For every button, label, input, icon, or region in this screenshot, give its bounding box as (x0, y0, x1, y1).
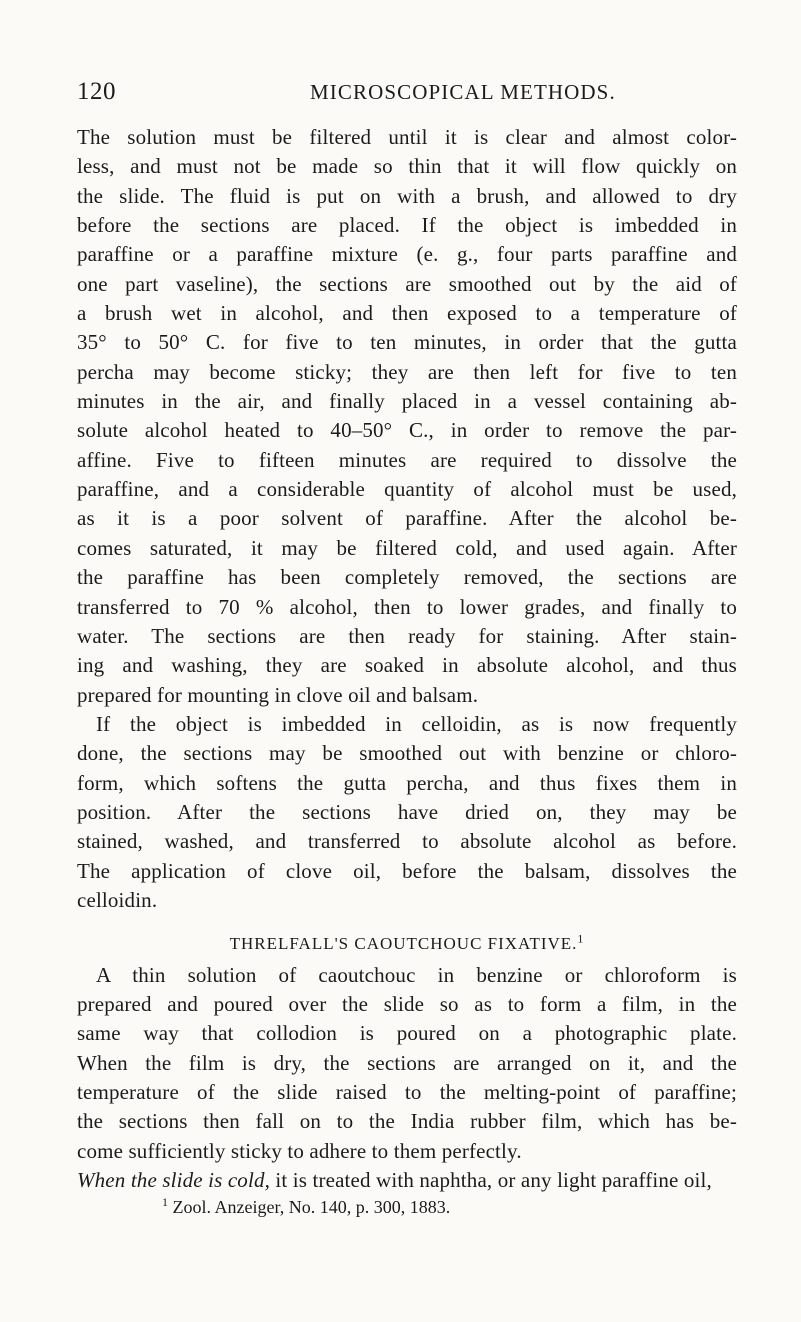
text-line: prepared and poured over the slide so as to form a film, in the (77, 991, 737, 1016)
running-title: MICROSCOPICAL METHODS. (310, 80, 616, 104)
text-line: stained, washed, and transferred to absolute alcohol as before. (77, 829, 737, 854)
text-line: A thin solution of caoutchouc in benzine or chloroform is (96, 962, 737, 987)
text-line: The application of clove oil, before the balsam, dissolves the (77, 858, 737, 883)
footnote-mark: 1 (162, 1195, 168, 1210)
text-line: one part vaseline), the sections are smoothed out by the aid of (77, 271, 737, 296)
text-line: same way that collodion is poured on a photographic plate. (77, 1021, 737, 1046)
footnote-reference: 1 (577, 931, 585, 946)
section-heading-text: THRELFALL'S CAOUTCHOUC FIXATIVE. (229, 934, 578, 954)
text-line (77, 1137, 737, 1166)
text-line: less, and must not be made so thin that it will flow quickly on (77, 154, 737, 179)
footnote (162, 1196, 737, 1219)
text-line: When the film is dry, the sections are arranged on it, and the (77, 1050, 737, 1075)
text-line: ing and washing, they are soaked in absolute alcohol, and thus (77, 653, 737, 678)
text-line: paraffine, and a considerable quantity of alcohol must be used, (77, 477, 737, 502)
text-line-part: come sufficiently sticky to adhere to them perfectly. (77, 1138, 522, 1163)
paragraph-3 (77, 961, 737, 1196)
text-line: the paraffine has been completely removed, the sections are (77, 565, 737, 590)
text-line: before the sections are placed. If the object is imbedded in (77, 213, 737, 238)
text-line: paraffine or a paraffine mixture (e. g., four parts paraffine and (77, 242, 737, 267)
text-line: percha may become sticky; they are then left for five to ten (77, 359, 737, 384)
text-line: The solution must be filtered until it is clear and almost color- (77, 125, 737, 149)
text-line: prepared for mounting in clove oil and balsam. (77, 682, 479, 707)
text-line: solute alcohol heated to 40–50° C., in order to remove the par- (77, 418, 737, 443)
text-line (77, 1166, 737, 1195)
text-line: position. After the sections have dried on, they may be (77, 799, 737, 824)
text-line: transferred to 70 % alcohol, then to lower grades, and finally to (77, 594, 737, 619)
text-line: temperature of the slide raised to the melting-point of paraffine; (77, 1080, 737, 1104)
text-line: done, the sections may be smoothed out with benzine or chloro- (77, 741, 737, 766)
text-line: affine. Five to fifteen minutes are required to dissolve the (77, 447, 737, 472)
paragraph-2 (77, 710, 737, 915)
paragraph-1 (77, 123, 737, 710)
text-line: celloidin. (77, 887, 158, 912)
text-line: water. The sections are then ready for staining. After stain- (77, 623, 737, 648)
text-line: as it is a poor solvent of paraffine. After the alcohol be- (77, 506, 737, 531)
text-line-part: it is treated with naphtha, or any light paraffine oil, (270, 1168, 712, 1193)
running-head (77, 78, 737, 106)
text-line: If the object is imbedded in celloidin, as is now frequently (96, 711, 737, 736)
text-line: minutes in the air, and finally placed in a vessel containing ab- (77, 389, 737, 414)
footnote-text: Zool. Anzeiger, No. 140, p. 300, 1883. (168, 1197, 451, 1218)
text-line: the sections then fall on to the India rubber film, which has be- (77, 1109, 737, 1134)
emphasis-text: When the slide is cold, (77, 1168, 270, 1193)
text-line: comes saturated, it may be filtered cold, and used again. After (77, 535, 737, 560)
section-heading (77, 929, 737, 958)
page-number: 120 (77, 78, 116, 105)
text-line: 35° to 50° C. for five to ten minutes, in order that the gutta (77, 330, 737, 355)
text-line: a brush wet in alcohol, and then exposed to a temperature of (77, 301, 737, 326)
text-line: form, which softens the gutta percha, and thus fixes them in (77, 770, 737, 795)
text-line: the slide. The fluid is put on with a brush, and allowed to dry (77, 183, 737, 208)
